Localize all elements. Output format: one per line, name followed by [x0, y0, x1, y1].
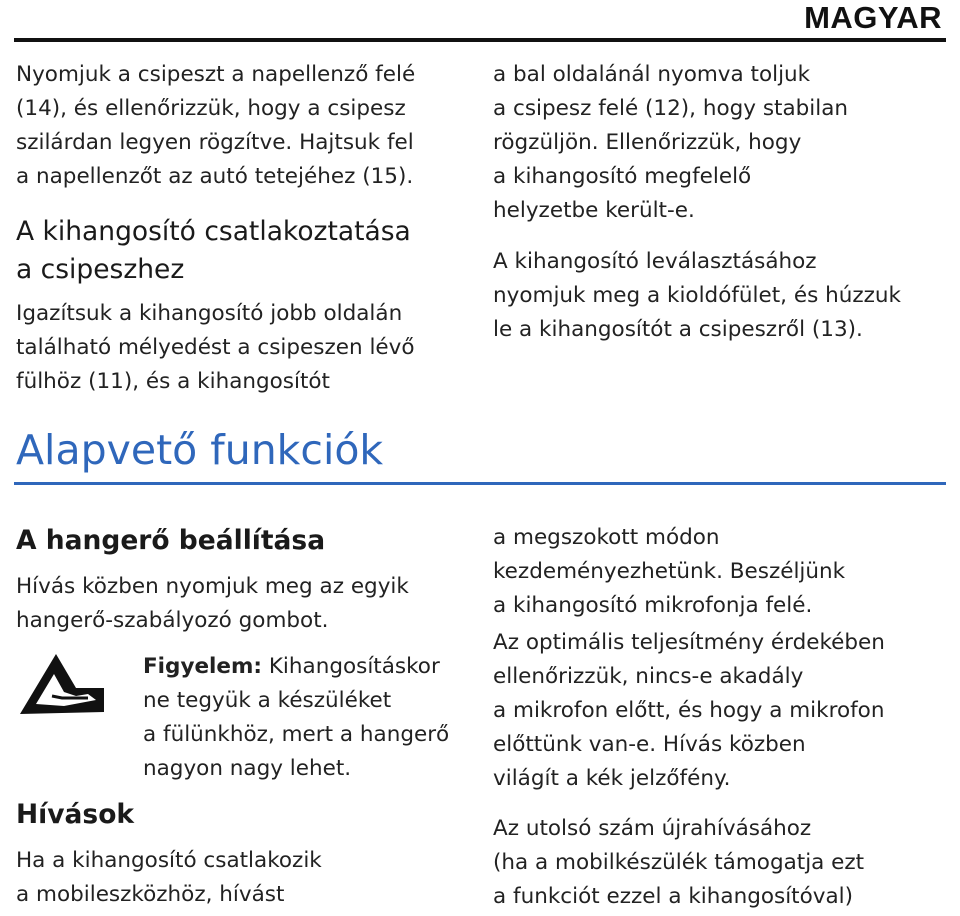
- paragraph-detach-instructions: [493, 245, 943, 347]
- text-line: a megszokott módon: [493, 525, 720, 550]
- text-line: nyomjuk meg a kioldófület, és húzzuk: [493, 283, 902, 308]
- paragraph-calls: [16, 844, 456, 912]
- paragraph-attach-continued: [493, 58, 943, 228]
- text-line: Az utolsó szám újrahívásához: [493, 816, 812, 841]
- text-line: Az optimális teljesítmény érdekében: [493, 630, 885, 655]
- text-line: hangerő-szabályozó gombot.: [16, 608, 329, 633]
- text-line: a funkciót ezzel a kihangosítóval): [493, 884, 854, 909]
- heading-calls: Hívások: [16, 799, 135, 830]
- text-line: előttünk van-e. Hívás közben: [493, 732, 806, 757]
- paragraph-redial: [493, 812, 943, 914]
- heading-line: A kihangosító csatlakoztatása: [16, 216, 411, 247]
- text-line: Ha a kihangosító csatlakozik: [16, 848, 322, 873]
- paragraph-microphone-tips: [493, 626, 943, 796]
- text-line: kezdeményezhetünk. Beszéljünk: [493, 559, 846, 584]
- paragraph-volume: [16, 570, 456, 638]
- heading-volume: A hangerő beállítása: [16, 525, 326, 556]
- text-line: a fülünkhöz, mert a hangerő: [143, 722, 450, 747]
- text-line: a csipesz felé (12), hogy stabilan: [493, 96, 849, 121]
- text-line: Igazítsuk a kihangosító jobb oldalán: [16, 301, 403, 326]
- paragraph-calls-continued: [493, 521, 943, 623]
- paragraph-attach-instructions: [16, 297, 456, 399]
- text-line: (14), és ellenőrizzük, hogy a csipesz: [16, 96, 406, 121]
- text-line: (ha a mobilkészülék támogatja ezt: [493, 850, 865, 875]
- text-line: ellenőrizzük, nincs-e akadály: [493, 664, 804, 689]
- text-line: nagyon nagy lehet.: [143, 756, 352, 781]
- text-line: A kihangosító leválasztásához: [493, 249, 817, 274]
- text-line: ne tegyük a készüléket: [143, 688, 392, 713]
- text-line: a mikrofon előtt, és hogy a mikrofon: [493, 698, 885, 723]
- heading-line: a csipeszhez: [16, 254, 185, 285]
- section-title: Alapvető funkciók: [16, 426, 384, 474]
- header-rule: [14, 38, 946, 42]
- heading-attach-to-clip: [16, 213, 456, 289]
- text-line: a bal oldalánál nyomva toljuk: [493, 62, 811, 87]
- paragraph-clip-mounting: [16, 58, 456, 194]
- text-line: a kihangosító mikrofonja felé.: [493, 593, 813, 618]
- warning-hand-icon: [16, 650, 108, 718]
- text-line: a napellenzőt az autó tetejéhez (15).: [16, 164, 414, 189]
- text-line: szilárdan legyen rögzítve. Hajtsuk fel: [16, 130, 414, 155]
- text-line: Hívás közben nyomjuk meg az egyik: [16, 574, 409, 599]
- text-line: rögzüljön. Ellenőrizzük, hogy: [493, 130, 802, 155]
- warning-label: Figyelem:: [143, 654, 262, 679]
- page-language-label: MAGYAR: [804, 0, 942, 35]
- section-rule: [14, 482, 946, 485]
- warning-text: Kihangosításkor: [262, 654, 440, 679]
- text-line: található mélyedést a csipeszen lévő: [16, 335, 415, 360]
- text-line: a mobileszközhöz, hívást: [16, 882, 285, 907]
- text-line: le a kihangosítót a csipeszről (13).: [493, 317, 863, 342]
- text-line: a kihangosító megfelelő: [493, 164, 752, 189]
- text-line: fülhöz (11), és a kihangosítót: [16, 369, 330, 394]
- warning-first-line: [143, 650, 463, 684]
- text-line: helyzetbe került-e.: [493, 198, 695, 223]
- text-line: Nyomjuk a csipeszt a napellenző felé: [16, 62, 416, 87]
- warning-note: [143, 650, 463, 786]
- text-line: világít a kék jelzőfény.: [493, 766, 731, 791]
